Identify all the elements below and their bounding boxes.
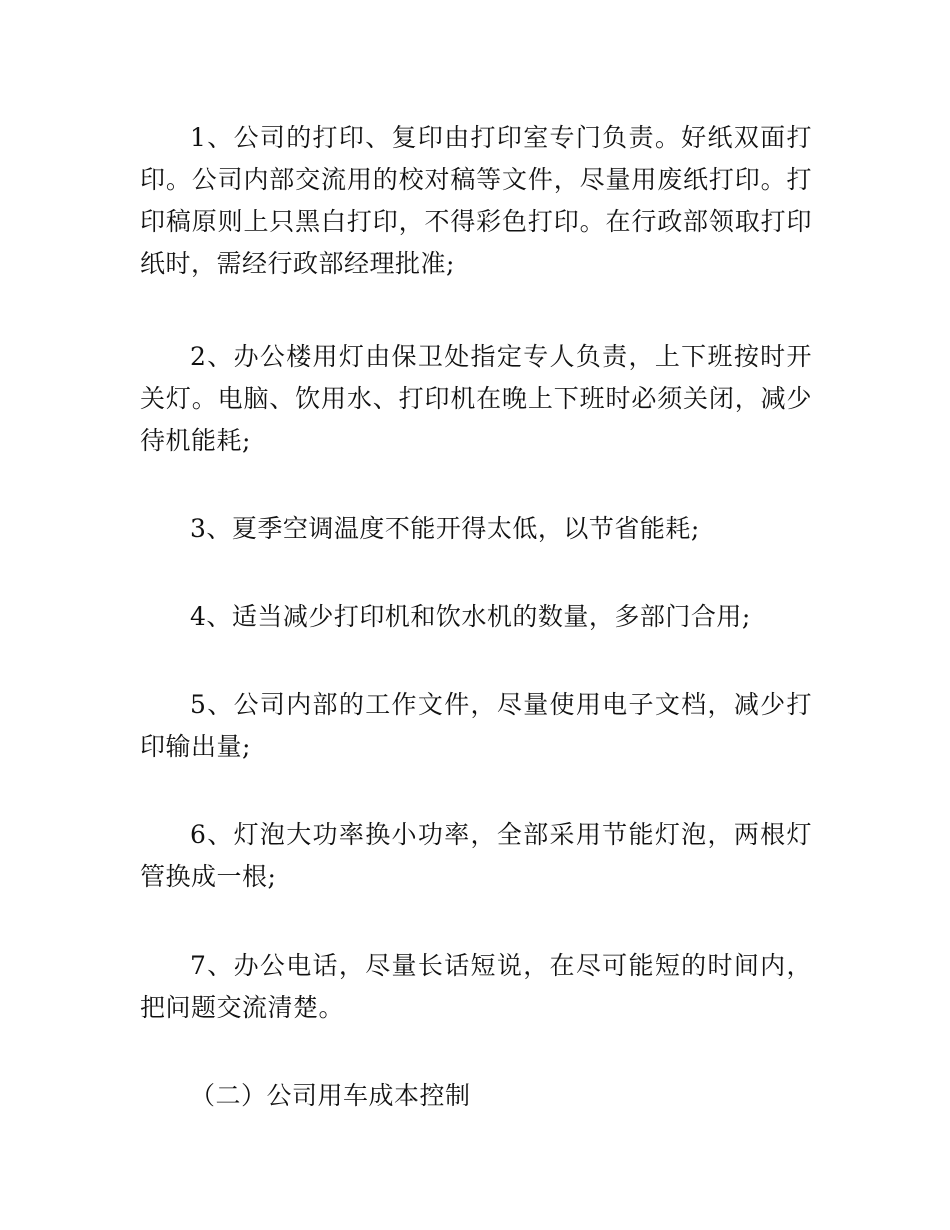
list-item-7: 7、办公电话，尽量长话短说，在尽可能短的时间内，把问题交流清楚。 (140, 951, 812, 1022)
section-heading: （二）公司用车成本控制 (190, 1081, 471, 1110)
list-item-3: 3、夏季空调温度不能开得太低，以节省能耗; (190, 514, 700, 543)
list-item-4: 4、适当减少打印机和饮水机的数量，多部门合用; (190, 602, 751, 631)
list-item-5: 5、公司内部的工作文件，尽量使用电子文档，减少打印输出量; (140, 690, 812, 761)
list-item-1: 1、公司的打印、复印由打印室专门负责。好纸双面打印。公司内部交流用的校对稿等文件，尽量用废纸打印。打印稿原则上只黑白打印，不得彩色打印。在行政部领取打印纸时，需经行政部经理批准; (140, 123, 812, 278)
list-item-2: 2、办公楼用灯由保卫处指定专人负责，上下班按时开关灯。电脑、饮用水、打印机在晚上下班时必须关闭，减少待机能耗; (140, 342, 812, 455)
list-item-6: 6、灯泡大功率换小功率，全部采用节能灯泡，两根灯管换成一根; (140, 820, 812, 891)
